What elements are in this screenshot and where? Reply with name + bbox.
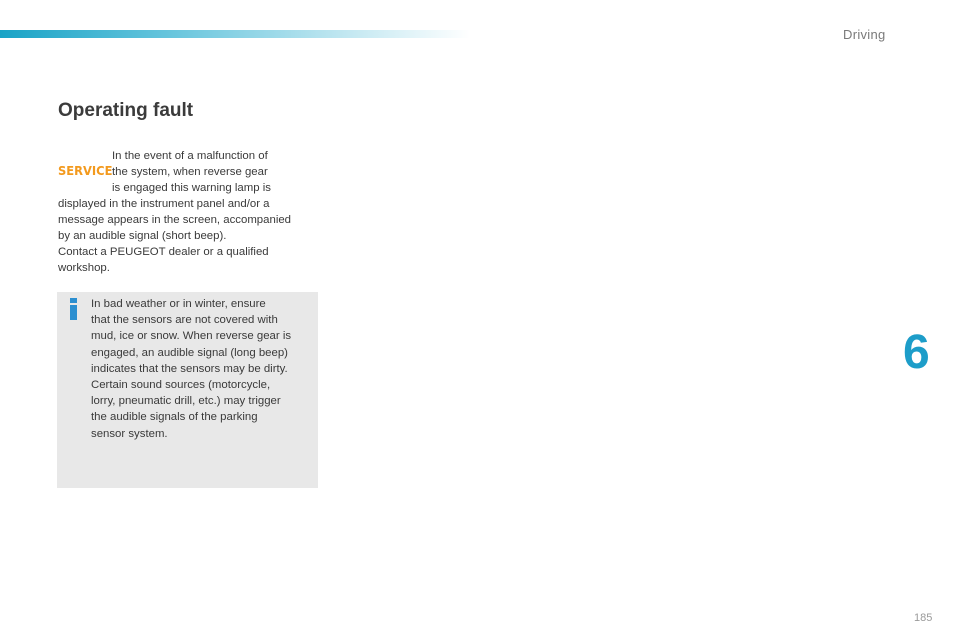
header-accent-bar — [0, 30, 470, 38]
body-line: is engaged this warning lamp is — [112, 182, 271, 195]
page-number: 185 — [914, 612, 933, 624]
body-line: the system, when reverse gear — [112, 166, 268, 179]
info-icon — [69, 298, 79, 320]
body-line: by an audible signal (short beep). — [58, 230, 227, 243]
info-line: sensor system. — [91, 427, 168, 440]
body-line: In the event of a malfunction of — [112, 150, 268, 162]
body-line: message appears in the screen, accompanied — [58, 214, 292, 227]
service-warning-icon: SERVICE — [58, 163, 113, 178]
info-line: In bad weather or in winter, ensure — [91, 298, 266, 310]
body-line: Contact a PEUGEOT dealer or a qualified — [58, 246, 269, 258]
chapter-number: 6 — [903, 326, 930, 379]
body-paragraph-continued — [58, 196, 320, 245]
info-box — [57, 292, 318, 488]
info-line: Certain sound sources (motorcycle, — [91, 379, 271, 392]
info-line: lorry, pneumatic drill, etc.) may trigger — [91, 395, 281, 408]
info-line: engaged, an audible signal (long beep) — [91, 346, 288, 359]
info-line: mud, ice or snow. When reverse gear is — [91, 330, 292, 343]
body-paragraph-intro — [112, 148, 312, 197]
info-line: that the sensors are not covered with — [91, 314, 278, 327]
chapter-name: Driving — [843, 27, 886, 42]
body-paragraph-contact — [58, 244, 320, 276]
body-line: workshop. — [58, 262, 110, 275]
section-title: Operating fault — [58, 100, 194, 121]
info-line: the audible signals of the parking — [91, 411, 258, 424]
info-line: indicates that the sensors may be dirty. — [91, 362, 288, 375]
body-line: displayed in the instrument panel and/or a — [58, 198, 270, 210]
info-box-text — [91, 296, 313, 442]
